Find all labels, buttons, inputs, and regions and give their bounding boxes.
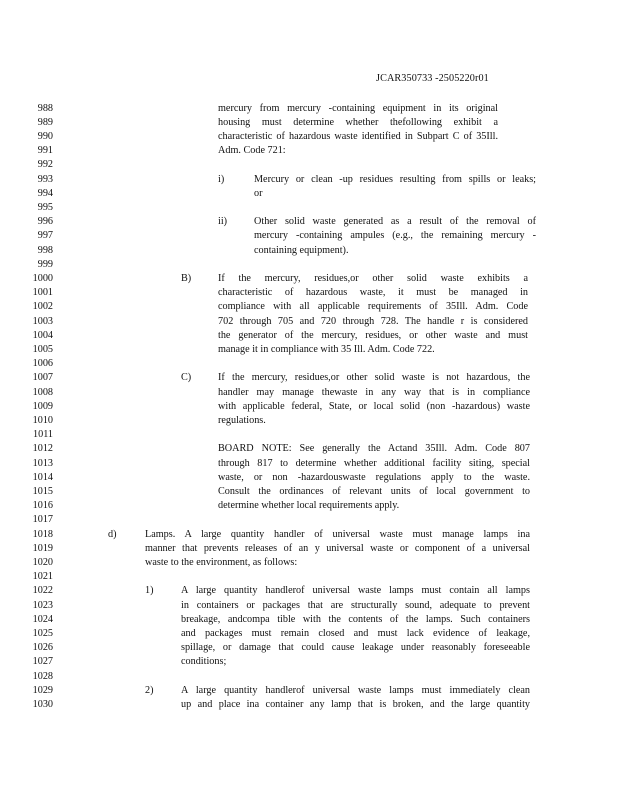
text-line: regulations.: [218, 414, 266, 426]
line-number: 1027: [32, 656, 53, 668]
text-line: 1): [145, 585, 154, 597]
line-number: 1007: [32, 372, 53, 384]
text-line: the generator of the mercury, residues, or other waste and must: [218, 329, 528, 341]
text-line: 702 through 705 and 720 through 728. The handle r is considered: [218, 315, 528, 327]
text-line: A large quantity handlerof universal waste lamps must immediately clean: [181, 684, 530, 696]
line-number: 1025: [32, 627, 53, 639]
line-number: 1029: [32, 684, 53, 696]
line-number: 1004: [32, 329, 53, 341]
line-number: 992: [37, 159, 53, 171]
text-line: spillage, or damage that could cause leakage under reasonably foreseeable: [181, 642, 530, 654]
text-line: mercury -containing ampules (e.g., the remaining mercury -: [254, 230, 536, 242]
text-line: characteristic of hazardous waste, it must be managed in: [218, 287, 528, 299]
line-number: 1026: [32, 642, 53, 654]
line-number: 1022: [32, 585, 53, 597]
line-number: 998: [37, 244, 53, 256]
line-number: 1011: [33, 429, 53, 441]
text-line: up and place ina container any lamp that is broken, and the large quantity: [181, 698, 530, 710]
text-line: through 817 to determine whether additional facility siting, special: [218, 457, 530, 469]
text-line: or: [254, 187, 263, 199]
page-header: JCAR350733 -2505220r01: [376, 73, 489, 84]
line-number: 1015: [32, 485, 53, 497]
text-line: conditions;: [181, 656, 227, 668]
text-line: 2): [145, 684, 154, 696]
text-line: in containers or packages that are structurally sound, adequate to prevent: [181, 599, 530, 611]
text-line: manner that prevents releases of an y universal waste or component of a universal: [145, 542, 530, 554]
text-line: d): [108, 528, 117, 540]
text-line: Consult the ordinances of relevant units of local government to: [218, 485, 530, 497]
text-line: with applicable federal, State, or local solid (non -hazardous) waste: [218, 400, 530, 412]
text-line: B): [181, 272, 192, 284]
line-number: 1010: [32, 414, 53, 426]
line-number: 1028: [32, 670, 53, 682]
line-number: 1006: [32, 358, 53, 370]
line-number: 1021: [32, 571, 53, 583]
text-line: A large quantity handlerof universal waste lamps must contain all lamps: [181, 585, 530, 597]
line-number: 1009: [32, 400, 53, 412]
text-line: If the mercury, residues,or other solid waste is not hazardous, the: [218, 372, 530, 384]
line-number: 1019: [32, 542, 53, 554]
text-line: If the mercury, residues,or other solid waste exhibits a: [218, 272, 528, 284]
text-line: manage it in compliance with 35 Ill. Adm. Code 722.: [218, 343, 435, 355]
text-line: determine whether local requirements apply.: [218, 500, 400, 512]
text-line: C): [181, 372, 192, 384]
line-number: 995: [37, 201, 53, 213]
text-line: Lamps. A large quantity handler of universal waste must manage lamps ina: [145, 528, 530, 540]
text-line: breakage, andcompa tible with the contents of the lamps. Such containers: [181, 613, 530, 625]
line-number: 1016: [32, 500, 53, 512]
text-line: BOARD NOTE: See generally the Actand 35Ill. Adm. Code 807: [218, 443, 530, 455]
line-number: 1008: [32, 386, 53, 398]
text-line: characteristic of hazardous waste identified in Subpart C of 35Ill.: [218, 130, 498, 142]
line-number: 1017: [32, 514, 53, 526]
line-number: 1023: [32, 599, 53, 611]
line-number: 991: [37, 145, 53, 157]
line-number: 1003: [32, 315, 53, 327]
text-line: Mercury or clean -up residues resulting from spills or leaks;: [254, 173, 536, 185]
line-number: 994: [37, 187, 53, 199]
line-number: 1005: [32, 343, 53, 355]
text-line: containing equipment).: [254, 244, 349, 256]
line-number: 1002: [32, 301, 53, 313]
line-number: 1013: [32, 457, 53, 469]
line-number: 1012: [32, 443, 53, 455]
text-line: Adm. Code 721:: [218, 145, 286, 157]
line-number: 1018: [32, 528, 53, 540]
text-line: Other solid waste generated as a result of the removal of: [254, 216, 536, 228]
line-number: 1000: [32, 272, 53, 284]
line-number: 1020: [32, 556, 53, 568]
text-line: waste to the environment, as follows:: [145, 556, 298, 568]
line-number: 997: [37, 230, 53, 242]
line-number: 1001: [32, 287, 53, 299]
text-line: ii): [218, 216, 228, 228]
text-line: mercury from mercury -containing equipment in its original: [218, 102, 498, 114]
line-number: 988: [37, 102, 53, 114]
line-number: 993: [37, 173, 53, 185]
text-line: housing must determine whether thefollowing exhibit a: [218, 116, 498, 128]
line-number: 1030: [32, 698, 53, 710]
line-number: 996: [37, 216, 53, 228]
line-number: 1024: [32, 613, 53, 625]
line-number: 999: [37, 258, 53, 270]
line-number: 990: [37, 130, 53, 142]
text-line: waste, or non -hazardouswaste regulations apply to the waste.: [218, 471, 530, 483]
text-line: compliance with all applicable requirements of 35Ill. Adm. Code: [218, 301, 528, 313]
text-line: handler may manage thewaste in any way that is in compliance: [218, 386, 530, 398]
line-number: 989: [37, 116, 53, 128]
text-line: and packages must remain closed and must lack evidence of leakage,: [181, 627, 530, 639]
text-line: i): [218, 173, 225, 185]
line-number: 1014: [32, 471, 53, 483]
